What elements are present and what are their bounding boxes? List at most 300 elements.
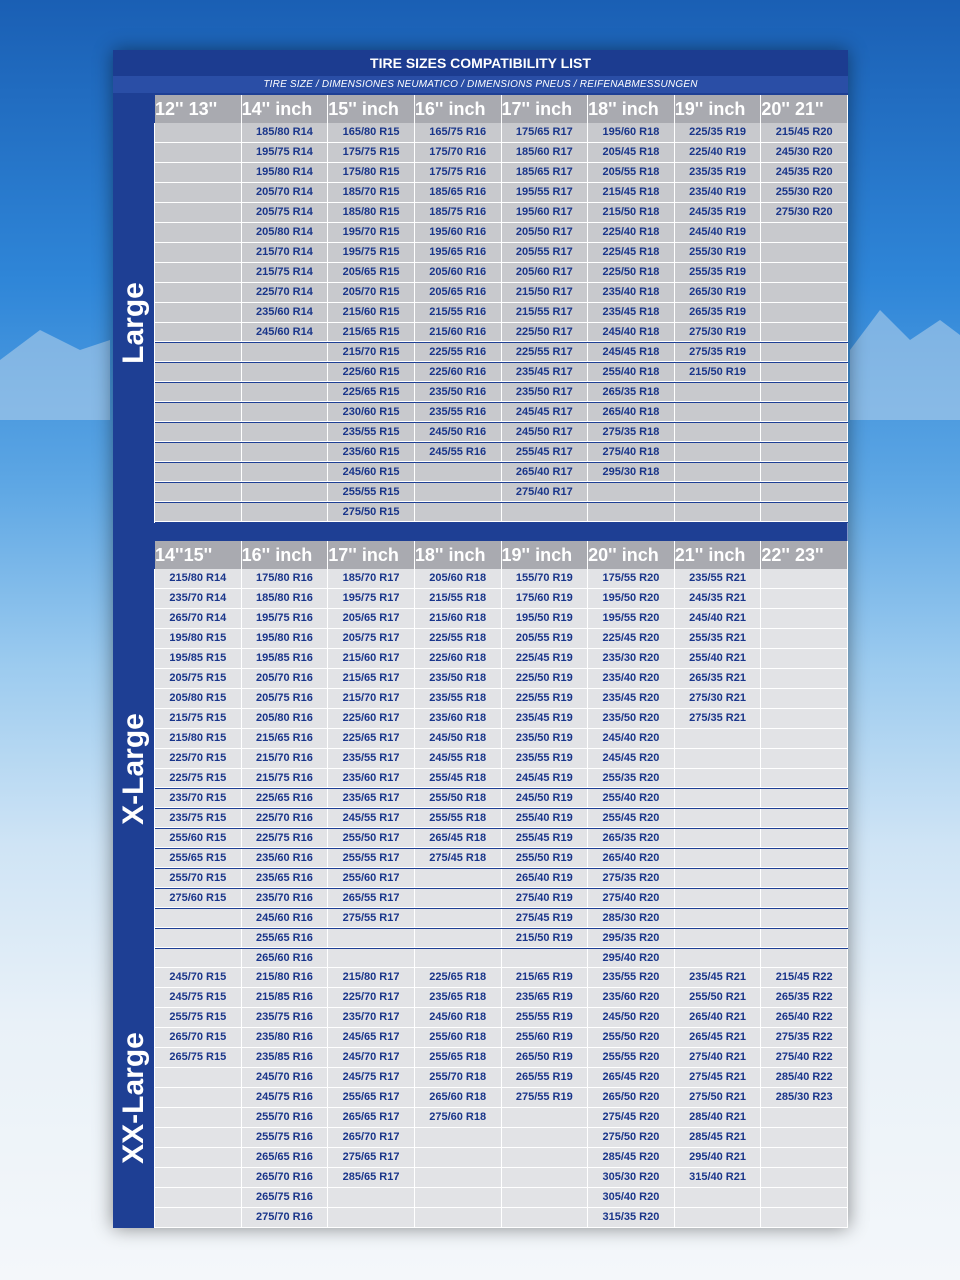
section-divider xyxy=(155,523,848,541)
tire-size-cell: 235/55 R18 xyxy=(415,689,502,709)
empty-cell xyxy=(761,809,848,829)
tire-size-cell: 215/70 R17 xyxy=(328,689,415,709)
empty-cell xyxy=(328,1188,415,1208)
tire-size-cell: 225/60 R15 xyxy=(328,363,415,383)
tire-size-cell: 265/40 R20 xyxy=(588,849,675,869)
tire-size-cell: 195/85 R15 xyxy=(155,649,242,669)
tire-size-cell: 225/55 R16 xyxy=(415,343,502,363)
empty-cell xyxy=(415,889,502,909)
tire-size-cell: 235/65 R19 xyxy=(502,988,589,1008)
tire-size-cell: 245/35 R21 xyxy=(675,589,762,609)
tire-size-cell: 255/45 R19 xyxy=(502,829,589,849)
tire-size-cell: 245/50 R17 xyxy=(502,423,589,443)
empty-cell xyxy=(242,503,329,523)
tire-size-cell: 245/60 R15 xyxy=(328,463,415,483)
tire-size-cell: 215/65 R17 xyxy=(328,669,415,689)
tire-size-cell: 215/60 R16 xyxy=(415,323,502,343)
tire-size-cell: 255/40 R19 xyxy=(502,809,589,829)
tire-size-cell: 235/65 R17 xyxy=(328,789,415,809)
tire-size-cell: 215/70 R14 xyxy=(242,243,329,263)
empty-cell xyxy=(155,123,242,143)
empty-cell xyxy=(675,869,762,889)
tire-size-cell: 255/50 R20 xyxy=(588,1028,675,1048)
empty-cell xyxy=(761,1148,848,1168)
tire-size-cell: 245/30 R20 xyxy=(761,143,848,163)
empty-cell xyxy=(675,729,762,749)
tire-size-cell: 205/70 R15 xyxy=(328,283,415,303)
tire-size-cell: 235/35 R19 xyxy=(675,163,762,183)
tire-size-cell: 245/50 R18 xyxy=(415,729,502,749)
tire-size-cell: 235/55 R19 xyxy=(502,749,589,769)
empty-cell xyxy=(761,629,848,649)
empty-cell xyxy=(761,243,848,263)
empty-cell xyxy=(588,503,675,523)
tire-size-cell: 205/75 R17 xyxy=(328,629,415,649)
compatibility-panel xyxy=(113,50,848,1228)
header-corner xyxy=(113,95,155,123)
tire-size-cell: 265/40 R19 xyxy=(502,869,589,889)
tire-size-cell: 255/45 R20 xyxy=(588,809,675,829)
tire-size-cell: 235/75 R15 xyxy=(155,809,242,829)
empty-cell xyxy=(328,949,415,969)
tire-size-cell: 195/55 R17 xyxy=(502,183,589,203)
tire-size-cell: 225/70 R15 xyxy=(155,749,242,769)
empty-cell xyxy=(328,1208,415,1228)
empty-cell xyxy=(502,1148,589,1168)
tire-size-cell: 225/40 R19 xyxy=(675,143,762,163)
tire-size-cell: 255/40 R20 xyxy=(588,789,675,809)
tire-size-cell: 235/50 R19 xyxy=(502,729,589,749)
tire-size-cell: 245/50 R16 xyxy=(415,423,502,443)
tire-size-cell: 285/45 R20 xyxy=(588,1148,675,1168)
column-header: 20'' 21'' xyxy=(761,95,848,123)
tire-size-cell: 275/45 R19 xyxy=(502,909,589,929)
tire-size-cell: 225/60 R18 xyxy=(415,649,502,669)
empty-cell xyxy=(761,1188,848,1208)
empty-cell xyxy=(675,949,762,969)
tire-size-cell: 235/40 R18 xyxy=(588,283,675,303)
tire-size-cell: 235/45 R19 xyxy=(502,709,589,729)
tire-size-cell: 265/60 R16 xyxy=(242,949,329,969)
tire-size-cell: 185/75 R16 xyxy=(415,203,502,223)
tire-size-cell: 235/50 R17 xyxy=(502,383,589,403)
empty-cell xyxy=(675,1188,762,1208)
section-label xyxy=(113,569,155,968)
empty-cell xyxy=(761,769,848,789)
tire-size-cell: 275/60 R15 xyxy=(155,889,242,909)
tire-size-cell: 215/60 R17 xyxy=(328,649,415,669)
tire-size-cell: 175/75 R16 xyxy=(415,163,502,183)
tire-size-cell: 235/60 R16 xyxy=(242,849,329,869)
tire-size-cell: 225/65 R17 xyxy=(328,729,415,749)
column-header: 12'' 13'' xyxy=(155,95,242,123)
empty-cell xyxy=(502,1188,589,1208)
empty-cell xyxy=(761,1108,848,1128)
tire-size-cell: 175/65 R17 xyxy=(502,123,589,143)
empty-cell xyxy=(761,709,848,729)
tire-size-cell: 275/35 R22 xyxy=(761,1028,848,1048)
empty-cell xyxy=(242,463,329,483)
tire-size-cell: 245/50 R19 xyxy=(502,789,589,809)
tire-size-cell: 255/35 R21 xyxy=(675,629,762,649)
tire-size-cell: 235/45 R18 xyxy=(588,303,675,323)
tire-size-cell: 285/30 R20 xyxy=(588,909,675,929)
tire-size-cell: 155/70 R19 xyxy=(502,569,589,589)
tire-size-cell: 185/80 R15 xyxy=(328,203,415,223)
tire-size-cell: 275/30 R19 xyxy=(675,323,762,343)
tire-size-cell: 245/55 R16 xyxy=(415,443,502,463)
tire-size-cell: 235/50 R16 xyxy=(415,383,502,403)
empty-cell xyxy=(761,463,848,483)
tire-size-cell: 265/35 R22 xyxy=(761,988,848,1008)
tire-size-cell: 245/40 R18 xyxy=(588,323,675,343)
empty-cell xyxy=(155,463,242,483)
tire-size-cell: 235/65 R16 xyxy=(242,869,329,889)
tire-size-cell: 185/65 R16 xyxy=(415,183,502,203)
section-label-text: X-Large xyxy=(116,713,150,825)
tire-size-cell: 195/85 R16 xyxy=(242,649,329,669)
tire-size-cell: 275/50 R20 xyxy=(588,1128,675,1148)
tire-size-cell: 225/65 R16 xyxy=(242,789,329,809)
tire-size-cell: 215/45 R22 xyxy=(761,968,848,988)
empty-cell xyxy=(155,183,242,203)
empty-cell xyxy=(761,749,848,769)
empty-cell xyxy=(675,1208,762,1228)
tire-size-cell: 245/75 R15 xyxy=(155,988,242,1008)
empty-cell xyxy=(242,423,329,443)
tire-size-cell: 295/40 R20 xyxy=(588,949,675,969)
tire-size-cell: 245/65 R17 xyxy=(328,1028,415,1048)
tire-size-cell: 225/75 R16 xyxy=(242,829,329,849)
tire-size-cell: 265/70 R16 xyxy=(242,1168,329,1188)
tire-size-cell: 225/40 R18 xyxy=(588,223,675,243)
tire-size-cell: 175/80 R16 xyxy=(242,569,329,589)
empty-cell xyxy=(761,443,848,463)
empty-cell xyxy=(675,503,762,523)
empty-cell xyxy=(415,869,502,889)
tire-size-cell: 255/65 R17 xyxy=(328,1088,415,1108)
empty-cell xyxy=(761,849,848,869)
empty-cell xyxy=(155,1168,242,1188)
tire-size-cell: 235/60 R18 xyxy=(415,709,502,729)
tire-size-cell: 215/55 R16 xyxy=(415,303,502,323)
tire-size-cell: 235/60 R15 xyxy=(328,443,415,463)
tire-size-cell: 215/70 R15 xyxy=(328,343,415,363)
tire-size-cell: 215/50 R17 xyxy=(502,283,589,303)
tire-size-cell: 235/55 R21 xyxy=(675,569,762,589)
tire-size-cell: 225/55 R19 xyxy=(502,689,589,709)
empty-cell xyxy=(761,363,848,383)
column-header: 18'' inch xyxy=(588,95,675,123)
tire-size-cell: 205/55 R18 xyxy=(588,163,675,183)
tire-size-cell: 315/35 R20 xyxy=(588,1208,675,1228)
empty-cell xyxy=(502,1108,589,1128)
tire-size-cell: 275/50 R15 xyxy=(328,503,415,523)
tire-size-cell: 225/65 R18 xyxy=(415,968,502,988)
tire-size-cell: 205/75 R14 xyxy=(242,203,329,223)
empty-cell xyxy=(155,1188,242,1208)
empty-cell xyxy=(415,1208,502,1228)
tire-size-cell: 255/70 R15 xyxy=(155,869,242,889)
empty-cell xyxy=(675,909,762,929)
tire-size-cell: 265/70 R15 xyxy=(155,1028,242,1048)
tire-size-cell: 205/75 R15 xyxy=(155,669,242,689)
empty-cell xyxy=(155,1068,242,1088)
empty-cell xyxy=(761,589,848,609)
tire-size-cell: 205/60 R18 xyxy=(415,569,502,589)
tire-size-cell: 265/55 R19 xyxy=(502,1068,589,1088)
empty-cell xyxy=(502,1128,589,1148)
empty-cell xyxy=(761,649,848,669)
empty-cell xyxy=(675,383,762,403)
tire-size-cell: 235/60 R14 xyxy=(242,303,329,323)
section-label xyxy=(113,123,155,522)
tire-size-cell: 195/80 R14 xyxy=(242,163,329,183)
tire-size-cell: 215/75 R16 xyxy=(242,769,329,789)
tire-size-cell: 225/50 R19 xyxy=(502,669,589,689)
empty-cell xyxy=(415,503,502,523)
empty-cell xyxy=(155,503,242,523)
tire-size-cell: 255/70 R18 xyxy=(415,1068,502,1088)
tire-size-cell: 285/45 R21 xyxy=(675,1128,762,1148)
tire-size-cell: 255/50 R21 xyxy=(675,988,762,1008)
tire-size-cell: 245/70 R15 xyxy=(155,968,242,988)
tire-size-cell: 265/60 R18 xyxy=(415,1088,502,1108)
tire-size-cell: 245/35 R19 xyxy=(675,203,762,223)
tire-size-cell: 255/50 R18 xyxy=(415,789,502,809)
tire-size-cell: 255/60 R19 xyxy=(502,1028,589,1048)
tire-size-cell: 265/30 R19 xyxy=(675,283,762,303)
tire-size-cell: 235/80 R16 xyxy=(242,1028,329,1048)
tire-size-cell: 225/45 R19 xyxy=(502,649,589,669)
tire-size-cell: 215/65 R19 xyxy=(502,968,589,988)
empty-cell xyxy=(502,1168,589,1188)
tire-size-cell: 275/40 R20 xyxy=(588,889,675,909)
tire-size-table xyxy=(113,95,848,1228)
tire-size-cell: 275/45 R20 xyxy=(588,1108,675,1128)
empty-cell xyxy=(155,323,242,343)
tire-size-cell: 235/70 R15 xyxy=(155,789,242,809)
column-header: 20'' inch xyxy=(588,541,675,569)
tire-size-cell: 265/75 R16 xyxy=(242,1188,329,1208)
empty-cell xyxy=(675,829,762,849)
tire-size-cell: 235/60 R20 xyxy=(588,988,675,1008)
empty-cell xyxy=(415,909,502,929)
tire-size-cell: 205/45 R18 xyxy=(588,143,675,163)
tire-size-cell: 265/65 R16 xyxy=(242,1148,329,1168)
empty-cell xyxy=(675,483,762,503)
empty-cell xyxy=(675,423,762,443)
tire-size-cell: 285/40 R21 xyxy=(675,1108,762,1128)
page-subtitle: TIRE SIZE / DIMENSIONES NEUMATICO / DIMENSIONS PNEUS / REIFENABMESSUNGEN xyxy=(113,76,848,93)
tire-size-cell: 275/35 R21 xyxy=(675,709,762,729)
tire-size-cell: 245/45 R17 xyxy=(502,403,589,423)
tire-size-cell: 285/30 R23 xyxy=(761,1088,848,1108)
empty-cell xyxy=(155,343,242,363)
tire-size-cell: 285/65 R17 xyxy=(328,1168,415,1188)
tire-size-cell: 265/35 R18 xyxy=(588,383,675,403)
tire-size-cell: 235/45 R21 xyxy=(675,968,762,988)
tire-size-cell: 235/65 R18 xyxy=(415,988,502,1008)
tire-size-cell: 255/70 R16 xyxy=(242,1108,329,1128)
tire-size-cell: 205/75 R16 xyxy=(242,689,329,709)
column-header: 21'' inch xyxy=(675,541,762,569)
tire-size-cell: 255/65 R16 xyxy=(242,929,329,949)
tire-size-cell: 215/70 R16 xyxy=(242,749,329,769)
tire-size-cell: 195/70 R15 xyxy=(328,223,415,243)
tire-size-cell: 205/60 R16 xyxy=(415,263,502,283)
tire-size-cell: 235/55 R20 xyxy=(588,968,675,988)
tire-size-cell: 230/60 R15 xyxy=(328,403,415,423)
tire-size-cell: 255/55 R15 xyxy=(328,483,415,503)
section-divider xyxy=(113,523,155,541)
empty-cell xyxy=(155,443,242,463)
tire-size-cell: 275/35 R19 xyxy=(675,343,762,363)
tire-size-cell: 225/50 R17 xyxy=(502,323,589,343)
empty-cell xyxy=(155,483,242,503)
tire-size-cell: 235/40 R19 xyxy=(675,183,762,203)
tire-size-cell: 225/55 R17 xyxy=(502,343,589,363)
tire-size-cell: 255/40 R21 xyxy=(675,649,762,669)
tire-size-cell: 225/50 R18 xyxy=(588,263,675,283)
tire-size-cell: 215/75 R15 xyxy=(155,709,242,729)
tire-size-cell: 245/45 R19 xyxy=(502,769,589,789)
tire-size-cell: 195/80 R15 xyxy=(155,629,242,649)
tire-size-cell: 255/75 R16 xyxy=(242,1128,329,1148)
tire-size-cell: 215/65 R15 xyxy=(328,323,415,343)
tire-size-cell: 235/55 R16 xyxy=(415,403,502,423)
empty-cell xyxy=(155,1148,242,1168)
tire-size-cell: 265/45 R18 xyxy=(415,829,502,849)
empty-cell xyxy=(502,1208,589,1228)
empty-cell xyxy=(761,689,848,709)
empty-cell xyxy=(675,849,762,869)
empty-cell xyxy=(761,669,848,689)
tire-size-cell: 255/45 R18 xyxy=(415,769,502,789)
empty-cell xyxy=(415,463,502,483)
tire-size-cell: 275/60 R18 xyxy=(415,1108,502,1128)
empty-cell xyxy=(155,909,242,929)
tire-size-cell: 195/80 R16 xyxy=(242,629,329,649)
tire-size-cell: 255/75 R15 xyxy=(155,1008,242,1028)
tire-size-cell: 235/55 R15 xyxy=(328,423,415,443)
tire-size-cell: 255/55 R18 xyxy=(415,809,502,829)
tire-size-cell: 215/80 R14 xyxy=(155,569,242,589)
tire-size-cell: 265/40 R21 xyxy=(675,1008,762,1028)
tire-size-cell: 255/55 R20 xyxy=(588,1048,675,1068)
tire-size-cell: 245/55 R18 xyxy=(415,749,502,769)
tire-size-cell: 215/75 R14 xyxy=(242,263,329,283)
empty-cell xyxy=(761,1208,848,1228)
empty-cell xyxy=(675,749,762,769)
tire-size-cell: 235/70 R14 xyxy=(155,589,242,609)
tire-size-cell: 305/40 R20 xyxy=(588,1188,675,1208)
tire-size-cell: 215/60 R15 xyxy=(328,303,415,323)
tire-size-cell: 215/55 R18 xyxy=(415,589,502,609)
empty-cell xyxy=(761,303,848,323)
empty-cell xyxy=(761,323,848,343)
tire-size-cell: 245/70 R16 xyxy=(242,1068,329,1088)
tire-size-cell: 235/75 R16 xyxy=(242,1008,329,1028)
tire-size-cell: 195/60 R17 xyxy=(502,203,589,223)
tire-size-cell: 215/55 R17 xyxy=(502,303,589,323)
empty-cell xyxy=(415,929,502,949)
tire-size-cell: 175/55 R20 xyxy=(588,569,675,589)
tire-size-cell: 205/80 R14 xyxy=(242,223,329,243)
tire-size-cell: 225/60 R16 xyxy=(415,363,502,383)
tire-size-cell: 175/60 R19 xyxy=(502,589,589,609)
section-label-text: Large xyxy=(116,282,150,364)
column-header: 14''15'' xyxy=(155,541,242,569)
tire-size-cell: 245/75 R16 xyxy=(242,1088,329,1108)
tire-size-cell: 235/70 R16 xyxy=(242,889,329,909)
tire-size-cell: 265/45 R21 xyxy=(675,1028,762,1048)
empty-cell xyxy=(761,403,848,423)
tire-size-cell: 245/40 R21 xyxy=(675,609,762,629)
tire-size-cell: 265/40 R17 xyxy=(502,463,589,483)
tire-size-cell: 265/40 R22 xyxy=(761,1008,848,1028)
tire-size-cell: 255/45 R17 xyxy=(502,443,589,463)
empty-cell xyxy=(328,929,415,949)
tire-size-cell: 265/35 R20 xyxy=(588,829,675,849)
empty-cell xyxy=(155,403,242,423)
tire-size-cell: 175/75 R15 xyxy=(328,143,415,163)
tire-size-cell: 195/60 R18 xyxy=(588,123,675,143)
tire-size-cell: 275/30 R21 xyxy=(675,689,762,709)
empty-cell xyxy=(242,483,329,503)
tire-size-cell: 255/50 R19 xyxy=(502,849,589,869)
empty-cell xyxy=(415,1168,502,1188)
tire-size-cell: 185/70 R15 xyxy=(328,183,415,203)
tire-size-cell: 205/80 R15 xyxy=(155,689,242,709)
empty-cell xyxy=(155,243,242,263)
empty-cell xyxy=(155,1088,242,1108)
tire-size-cell: 255/40 R18 xyxy=(588,363,675,383)
tire-size-cell: 205/70 R16 xyxy=(242,669,329,689)
tire-size-cell: 275/40 R17 xyxy=(502,483,589,503)
tire-size-cell: 275/70 R16 xyxy=(242,1208,329,1228)
empty-cell xyxy=(242,343,329,363)
tire-size-cell: 235/50 R18 xyxy=(415,669,502,689)
tire-size-cell: 295/30 R18 xyxy=(588,463,675,483)
tire-size-cell: 175/70 R16 xyxy=(415,143,502,163)
empty-cell xyxy=(761,569,848,589)
tire-size-cell: 185/65 R17 xyxy=(502,163,589,183)
tire-size-cell: 245/45 R18 xyxy=(588,343,675,363)
tire-size-cell: 265/50 R20 xyxy=(588,1088,675,1108)
tire-size-cell: 225/65 R15 xyxy=(328,383,415,403)
column-header: 18'' inch xyxy=(415,541,502,569)
tire-size-cell: 265/40 R18 xyxy=(588,403,675,423)
empty-cell xyxy=(502,503,589,523)
tire-size-cell: 255/65 R15 xyxy=(155,849,242,869)
column-header: 19'' inch xyxy=(502,541,589,569)
tire-size-cell: 295/35 R20 xyxy=(588,929,675,949)
tire-size-cell: 245/55 R17 xyxy=(328,809,415,829)
column-header: 14'' inch xyxy=(242,95,329,123)
column-header: 17'' inch xyxy=(502,95,589,123)
tire-size-cell: 215/50 R19 xyxy=(675,363,762,383)
empty-cell xyxy=(761,483,848,503)
tire-size-cell: 225/70 R16 xyxy=(242,809,329,829)
tire-size-cell: 185/70 R17 xyxy=(328,569,415,589)
column-header: 16'' inch xyxy=(242,541,329,569)
empty-cell xyxy=(761,729,848,749)
tire-size-cell: 275/40 R22 xyxy=(761,1048,848,1068)
empty-cell xyxy=(415,483,502,503)
tire-size-cell: 255/30 R20 xyxy=(761,183,848,203)
empty-cell xyxy=(588,483,675,503)
